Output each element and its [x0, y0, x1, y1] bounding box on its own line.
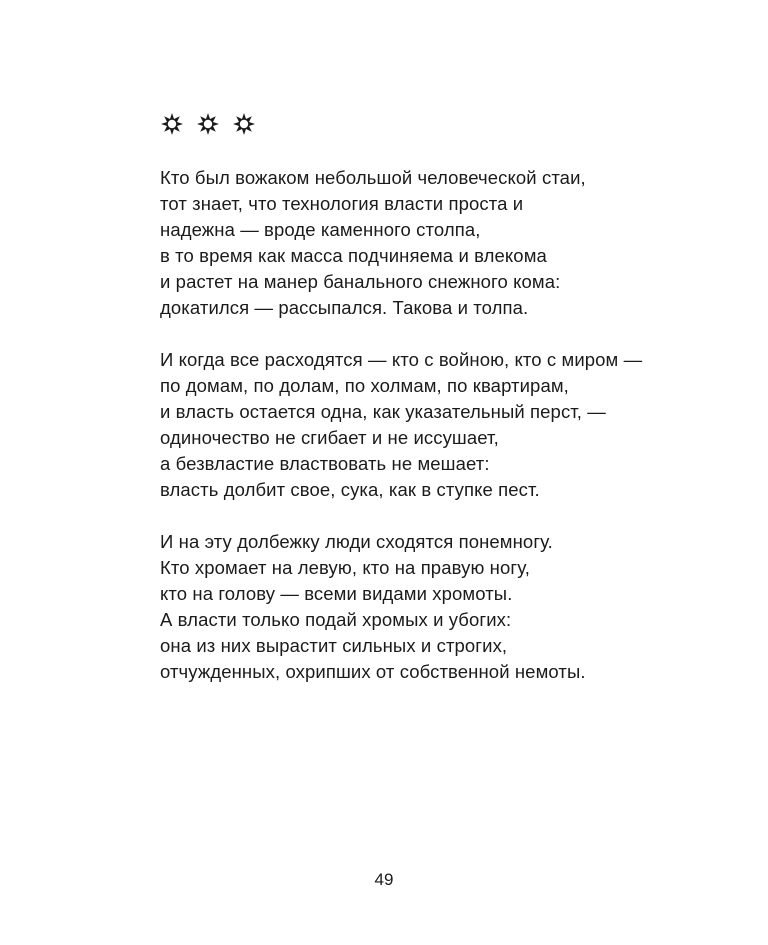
- poem-text: [160, 165, 720, 711]
- poem-line: а безвластие властвовать не мешает:: [160, 453, 490, 474]
- poem-line: надежна — вроде каменного столпа,: [160, 219, 481, 240]
- stanza: [160, 347, 720, 503]
- page-number: 49: [374, 870, 394, 889]
- poem-line: Кто был вожаком небольшой человеческой стаи,: [160, 167, 586, 188]
- star-ornament-icon: [160, 112, 184, 136]
- poem-line: одиночество не сгибает и не иссушает,: [160, 427, 499, 448]
- poem-line: в то время как масса подчиняема и влекома: [160, 245, 547, 266]
- poem-line: власть долбит свое, сука, как в ступке пест.: [160, 479, 540, 500]
- poem-line: кто на голову — всеми видами хромоты.: [160, 583, 513, 604]
- poem-line: тот знает, что технология власти проста и: [160, 193, 524, 214]
- star-ornament-icon: [196, 112, 220, 136]
- poem-line: она из них вырастит сильных и строгих,: [160, 635, 508, 656]
- section-ornaments: [160, 112, 256, 136]
- poem-line: Кто хромает на левую, кто на правую ногу,: [160, 557, 530, 578]
- poem-line: докатился — рассыпался. Такова и толпа.: [160, 297, 529, 318]
- poem-line: А власти только подай хромых и убогих:: [160, 609, 512, 630]
- poem-line: и власть остается одна, как указательный перст, —: [160, 401, 606, 422]
- poem-line: отчужденных, охрипших от собственной немоты.: [160, 661, 586, 682]
- stanza: [160, 165, 720, 321]
- poem-line: по домам, по долам, по холмам, по квартирам,: [160, 375, 569, 396]
- poem-line: И когда все расходятся — кто с войною, кто с миром —: [160, 349, 643, 370]
- star-ornament-icon: [232, 112, 256, 136]
- stanza: [160, 529, 720, 685]
- poem-line: и растет на манер банального снежного кома:: [160, 271, 561, 292]
- poem-line: И на эту долбежку люди сходятся понемногу.: [160, 531, 553, 552]
